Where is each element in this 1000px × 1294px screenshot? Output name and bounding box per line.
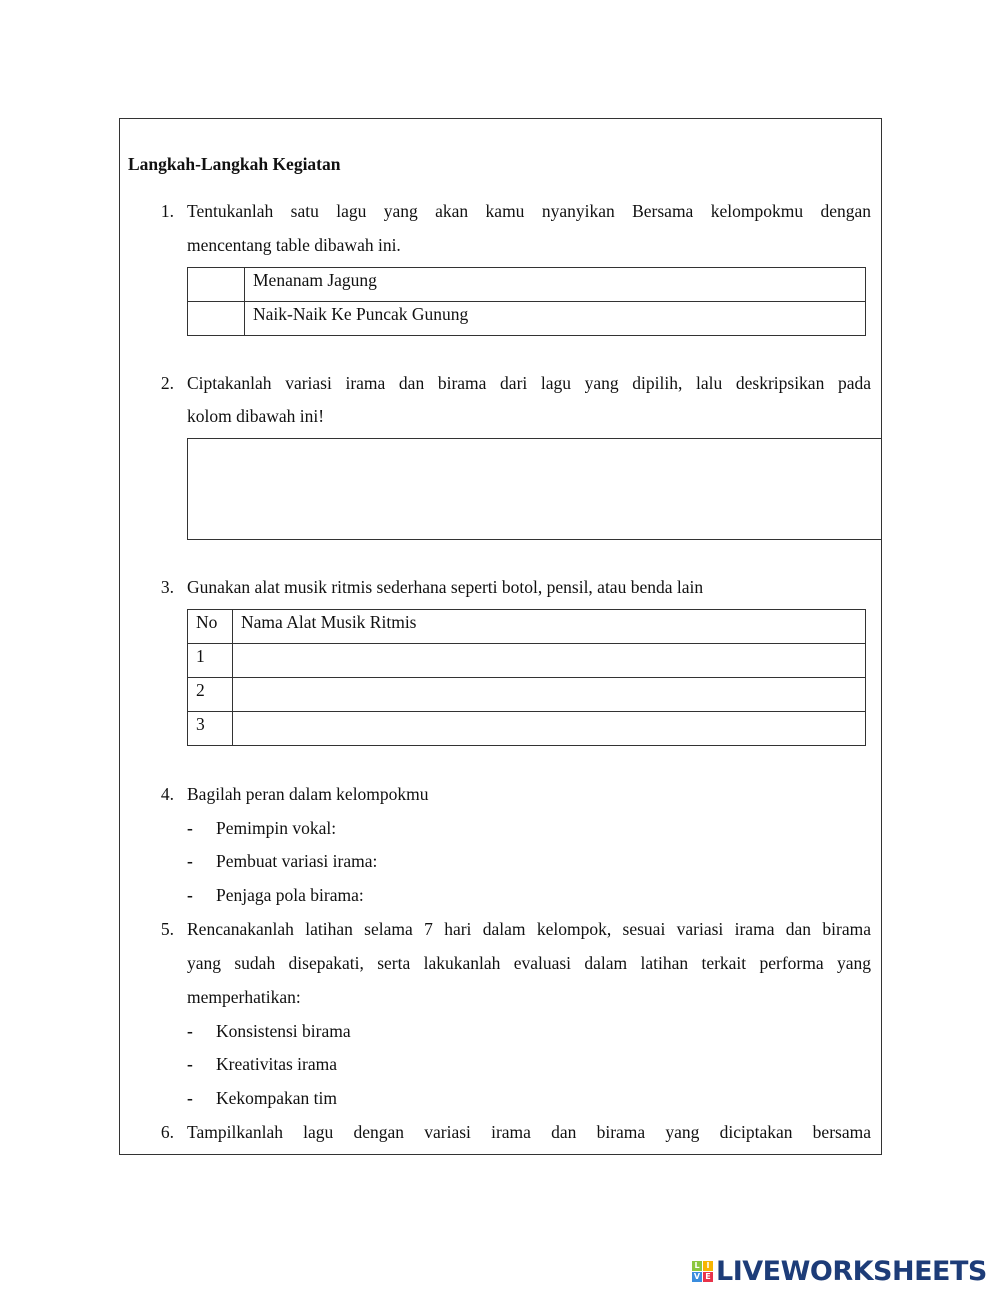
bullet-dash: -: [187, 818, 193, 838]
bullet-dash: -: [187, 1021, 193, 1041]
table-row: [188, 302, 866, 336]
item-number: 3.: [160, 577, 174, 597]
item-text: Tampilkanlah lagu dengan variasi irama dan birama yang diciptakan bersama: [187, 1122, 871, 1142]
instrument-table: [187, 609, 866, 746]
item-text: memperhatikan:: [187, 987, 301, 1007]
bullet-item: Kekompakan tim: [216, 1088, 338, 1108]
item-text: kolom dibawah ini!: [187, 406, 325, 426]
item-text: Ciptakanlah variasi irama dan birama dari lagu yang dipilih, lalu deskripsikan pada: [187, 373, 871, 393]
bullet-dash: -: [187, 885, 193, 905]
table-row: [188, 644, 866, 678]
item-text: Rencanakanlah latihan selama 7 hari dalam kelompok, sesuai variasi irama dan birama: [187, 919, 871, 939]
table-row: [188, 678, 866, 712]
table-row: [188, 268, 866, 302]
bullet-item: Konsistensi birama: [216, 1021, 351, 1041]
section-heading: Langkah-Langkah Kegiatan: [128, 154, 341, 174]
bullet-item: Penjaga pola birama:: [216, 885, 364, 905]
item-text: yang sudah disepakati, serta lakukanlah evaluasi dalam latihan terkait performa yang: [187, 953, 871, 973]
instrument-input[interactable]: [233, 712, 866, 746]
song-name: Naik-Naik Ke Puncak Gunung: [245, 302, 866, 336]
bullet-item: Pembuat variasi irama:: [216, 851, 378, 871]
bullet-item: Pemimpin vokal:: [216, 818, 337, 838]
logo-tiles-icon: [692, 1261, 713, 1282]
bullet-dash: -: [187, 1088, 193, 1108]
item-number: 2.: [160, 373, 174, 393]
row-number: 3: [188, 712, 233, 746]
checkbox-cell[interactable]: [188, 302, 245, 336]
song-choice-table: [187, 267, 866, 336]
table-row: [188, 712, 866, 746]
item-text: mencentang table dibawah ini.: [187, 235, 401, 255]
table-header-row: [188, 610, 866, 644]
logo-tile: V: [693, 1272, 701, 1281]
bullet-dash: -: [187, 1054, 193, 1074]
checkbox-cell[interactable]: [188, 268, 245, 302]
liveworksheets-logo: [692, 1256, 987, 1287]
item-number: 4.: [160, 784, 174, 804]
logo-tile: I: [703, 1261, 713, 1271]
item-number: 6.: [160, 1122, 174, 1142]
header-no: No: [188, 610, 233, 644]
item-text: Tentukanlah satu lagu yang akan kamu nyanyikan Bersama kelompokmu dengan: [187, 201, 871, 221]
item-number: 5.: [160, 919, 174, 939]
logo-tile: L: [692, 1261, 702, 1271]
instrument-input[interactable]: [233, 678, 866, 712]
instrument-input[interactable]: [233, 644, 866, 678]
bullet-item: Kreativitas irama: [216, 1054, 337, 1074]
bullet-dash: -: [187, 851, 193, 871]
item-text: Bagilah peran dalam kelompokmu: [187, 784, 429, 804]
description-answer-box[interactable]: [187, 438, 881, 540]
header-name: Nama Alat Musik Ritmis: [233, 610, 866, 644]
logo-text: LIVEWORKSHEETS: [716, 1256, 987, 1287]
logo-tile: E: [703, 1272, 713, 1282]
item-text: Gunakan alat musik ritmis sederhana seperti botol, pensil, atau benda lain: [187, 577, 704, 597]
row-number: 1: [188, 644, 233, 678]
row-number: 2: [188, 678, 233, 712]
item-number: 1.: [160, 201, 174, 221]
song-name: Menanam Jagung: [245, 268, 866, 302]
